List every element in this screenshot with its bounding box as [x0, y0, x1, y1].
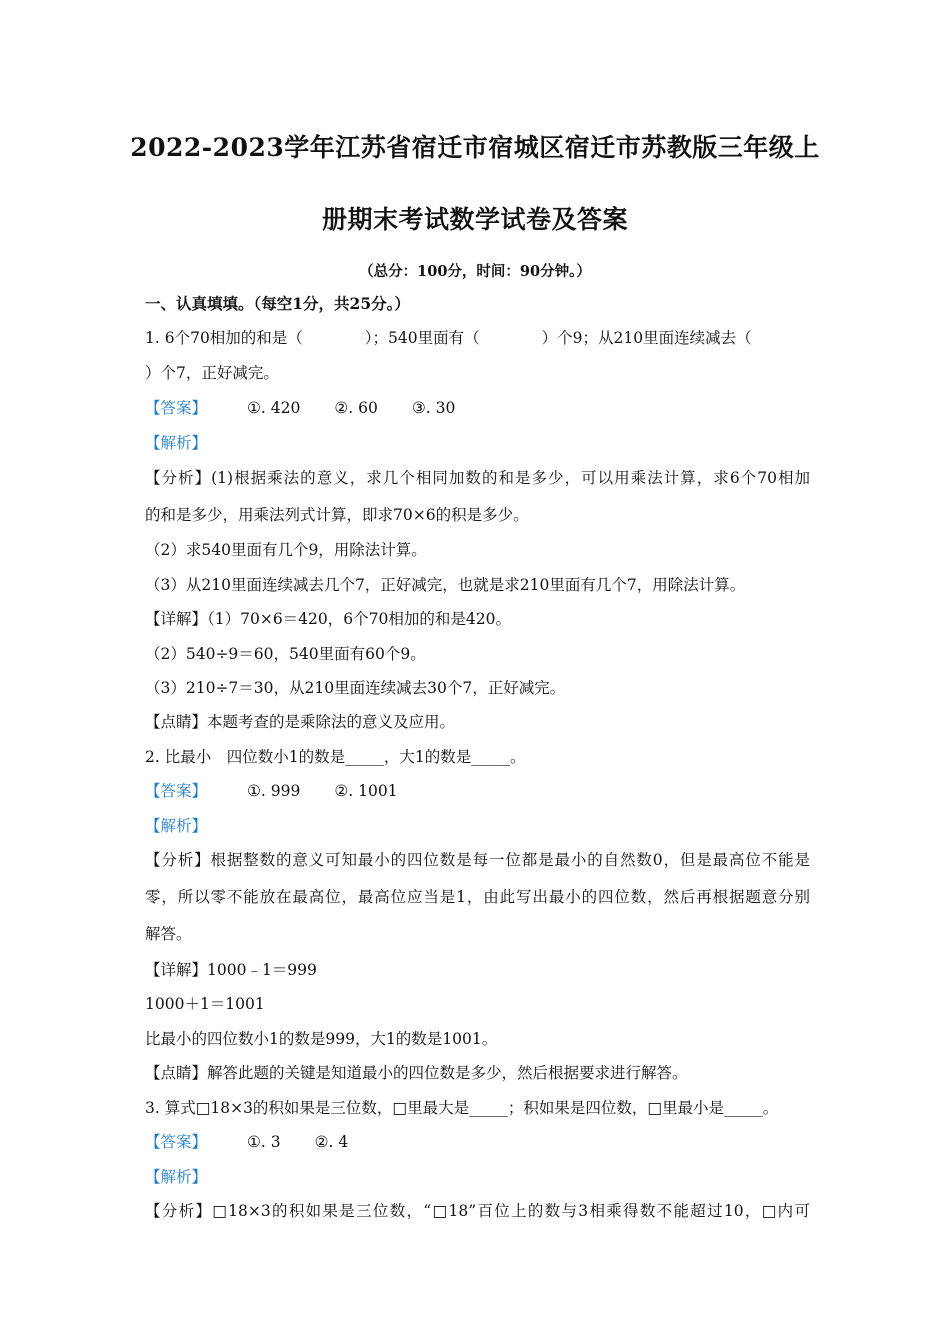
analysis-text: 的和是多少，用乘法列式计算，即求70×6的积是多少。 — [145, 506, 529, 524]
answer-tag: 【答案】 — [145, 1133, 208, 1151]
document-title-line1: 2022-2023学年江苏省宿迁市宿城区宿迁市苏教版三年级上 — [130, 133, 820, 162]
answer-item: ①. 3 — [247, 1133, 281, 1151]
key-point: 【点睛】解答此题的关键是知道最小的四位数是多少，然后根据要求进行解答。 — [145, 1064, 688, 1082]
analysis-text: （2）求540里面有几个9，用除法计算。 — [145, 541, 427, 559]
answer-item: ②. 4 — [314, 1133, 349, 1151]
analysis-text: 解答。 — [145, 925, 192, 943]
question-1-text-cont: ）个7，正好减完。 — [145, 364, 279, 382]
detailed-solution: 比最小的四位数小1的数是999，大1的数是1001。 — [145, 1030, 498, 1048]
question-2-answer — [145, 780, 810, 802]
question-3-text: 3. 算式□18×3的积如果是三位数，□里最大是_____；积如果是四位数，□里最小是_____。 — [145, 1099, 779, 1117]
detailed-solution: 【详解】（1）70×6＝420，6个70相加的和是420。 — [145, 610, 511, 628]
answer-item: ②. 1001 — [334, 782, 398, 800]
section-heading: 一、认真填填。（每空1分，共25分。） — [145, 294, 410, 313]
score-time-note: （总分：100分，时间：90分钟。） — [359, 263, 591, 280]
detailed-solution: 1000＋1＝1001 — [145, 995, 265, 1013]
analysis-text: 零，所以零不能放在最高位，最高位应当是1，由此写出最小的四位数，然后再根据题意分别 — [145, 888, 810, 906]
answer-tag: 【答案】 — [145, 782, 208, 800]
detailed-solution: （3）210÷7＝30，从210里面连续减去30个7，正好减完。 — [145, 679, 566, 697]
question-3-answer — [145, 1131, 810, 1153]
question-1-text: 1. 6个70相加的和是（ ）；540里面有（ ）个9；从210里面连续减去（ — [145, 329, 752, 347]
answer-item: ①. 420 — [247, 399, 301, 417]
answer-tag: 【答案】 — [145, 399, 208, 417]
analysis-text: （3）从210里面连续减去几个7，正好减完，也就是求210里面有几个7，用除法计算。 — [145, 576, 746, 594]
analysis-tag: 【解析】 — [145, 1168, 208, 1186]
analysis-text: 【分析】根据整数的意义可知最小的四位数是每一位都是最小的自然数0，但是最高位不能是 — [145, 851, 810, 869]
answer-item: ③. 30 — [411, 399, 456, 417]
answer-item: ②. 60 — [334, 399, 378, 417]
analysis-tag: 【解析】 — [145, 434, 208, 452]
detailed-solution: （2）540÷9＝60，540里面有60个9。 — [145, 645, 426, 663]
detailed-solution: 【详解】1000﹣1＝999 — [145, 961, 317, 979]
key-point: 【点睛】本题考查的是乘除法的意义及应用。 — [145, 713, 456, 731]
document-title-line2: 册期末考试数学试卷及答案 — [321, 205, 628, 234]
question-2-text: 2. 比最小 四位数小1的数是_____，大1的数是_____。 — [145, 748, 526, 766]
answer-item: ①. 999 — [247, 782, 301, 800]
analysis-text: 【分析】□18×3的积如果是三位数，“□18”百位上的数与3相乘得数不能超过10，□内可 — [145, 1202, 810, 1220]
analysis-tag: 【解析】 — [145, 817, 208, 835]
question-1-answer — [145, 397, 810, 419]
analysis-text: 【分析】(1)根据乘法的意义，求几个相同加数的和是多少，可以用乘法计算，求6个70相加 — [145, 469, 810, 487]
